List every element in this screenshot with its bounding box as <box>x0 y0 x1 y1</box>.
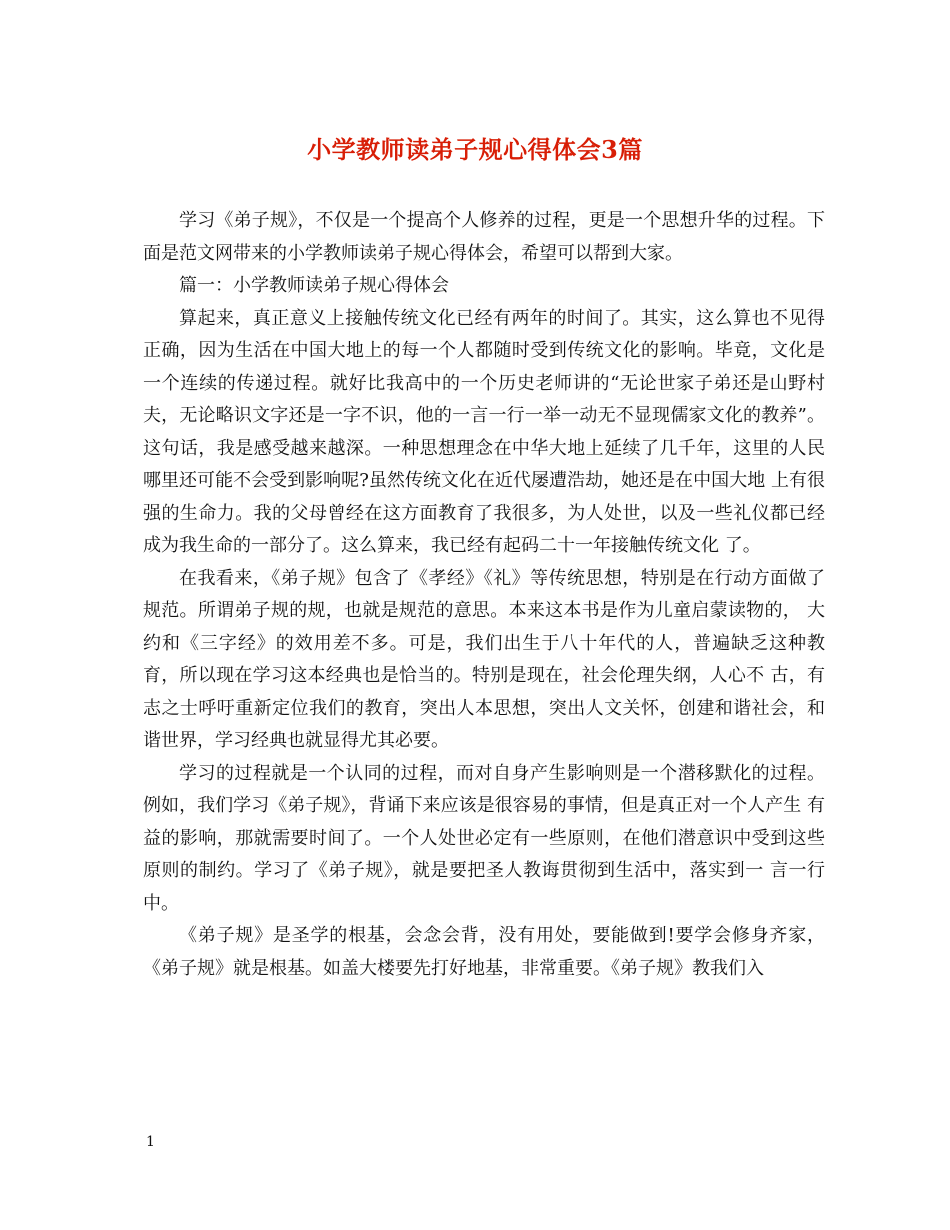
page-number: 1 <box>146 1134 155 1150</box>
document-body <box>143 205 825 985</box>
body-paragraph: 在我看来，《弟子规》包含了《孝经》《礼》等传统思想，特别是在行动方面做了规范。所谓弟子规的规，也就是规范的意思。本来这本书是作为儿童启蒙读物的， 大约和《三字经》的效用差不多。可是，我们出生于八十年代的人，普遍缺乏这种教育，所以现在学习这本经典也是恰当的。特别是现在，社会伦理失纲，人心不 古，有志之士呼吁重新定位我们的教育，突出人本思想，突出人文关怀，创建和谐社会，和谐世界，学习经典也就显得尤其必要。 <box>143 567 825 751</box>
section-heading: 篇一：小学教师读弟子规心得体会 <box>179 275 449 296</box>
body-paragraph: 学习的过程就是一个认同的过程，而对自身产生影响则是一个潜移默化的过程。例如，我们学习《弟子规》，背诵下来应该是很容易的事情，但是真正对一个人产生 有益的影响，那就需要时间了。一个人处世必定有一些原则，在他们潜意识中受到这些原则的制约。学习了《弟子规》，就是要把圣人教诲贯彻到生活中，落实到一 言一行中。 <box>143 762 825 914</box>
document-title: 小学教师读弟子规心得体会3篇 <box>307 135 643 164</box>
body-paragraph: 算起来，真正意义上接触传统文化已经有两年的时间了。其实，这么算也不见得正确，因为生活在中国大地上的每一个人都随时受到传统文化的影响。毕竟，文化是一个连续的传递过程。就好比我高中的一个历史老师讲的“无论世家子弟还是山野村夫，无论略识文字还是一字不识，他的一言一行一举一动无不显现儒家文化的教养”。 这句话，我是感受越来越深。一种思想理念在中华大地上延续了几千年，这里的人民哪里还可能不会受到影响呢?虽然传统文化在近代屡遭浩劫，她还是在中国大地 上有很强的生命力。我的父母曾经在这方面教育了我很多，为人处世，以及一些礼仪都已经成为我生命的一部分了。这么算来，我已经有起码二十一年接触传统文化 了。 <box>143 307 825 556</box>
intro-paragraph: 学习《弟子规》，不仅是一个提高个人修养的过程，更是一个思想升华的过程。下面是范文网带来的小学教师读弟子规心得体会，希望可以帮到大家。 <box>143 210 825 264</box>
body-paragraph: 《弟子规》是圣学的根基，会念会背，没有用处，要能做到!要学会修身齐家，《弟子规》就是根基。如盖大楼要先打好地基，非常重要。《弟子规》教我们入 <box>143 925 825 979</box>
